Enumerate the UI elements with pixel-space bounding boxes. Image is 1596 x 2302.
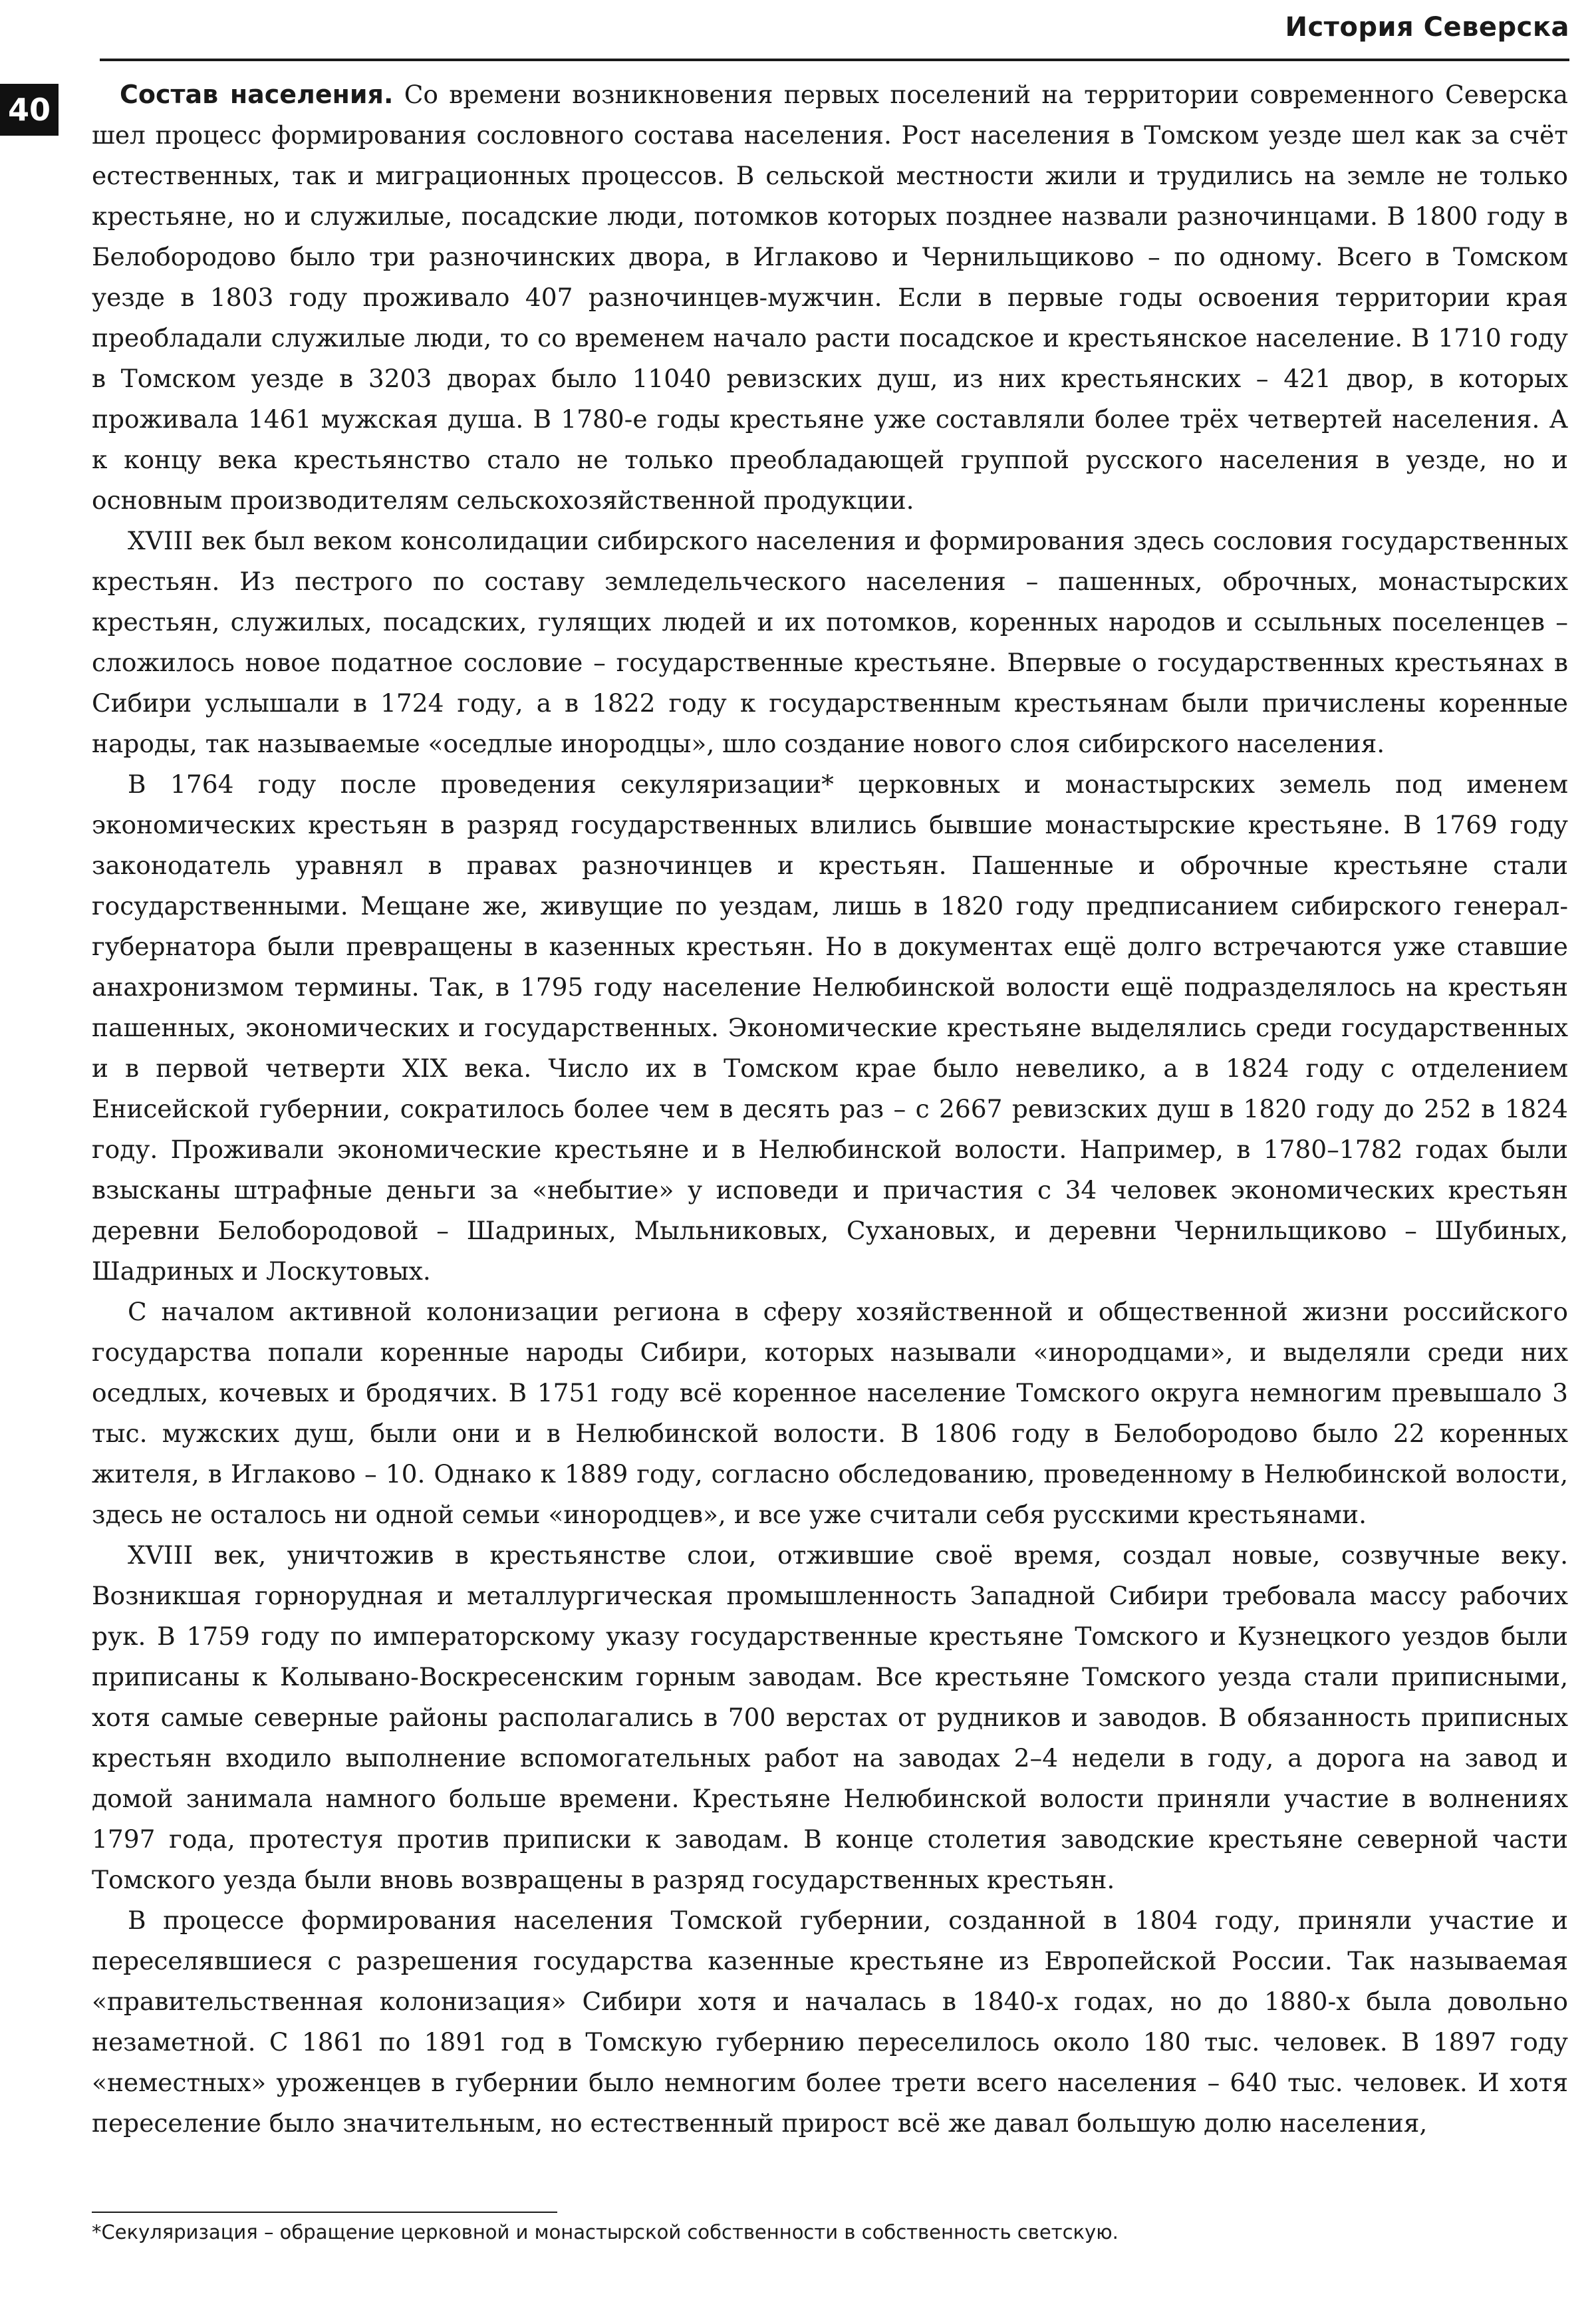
paragraph-3: В 1764 году после проведения секуляризации* церковных и монастырских земель под именем экономических крестьян в разряд государственных влились бывшие монастырские крестьяне. В 1769 году законодатель уравнял в правах разночинцев и крестьян. Пашенные и оброчные крестьяне стали государственными. Мещане же, живущие по уездам, лишь в 1820 году предписанием сибирского генерал-губернатора были превращены в казенных крестьян. Но в документах ещё долго встречаются уже ставшие анахронизмом термины. Так, в 1795 году население Нелюбинской волости ещё подразделялось на крестьян пашенных, экономических и государственных. Экономические крестьяне выделялись среди государственных и в первой четверти XIX века. Число их в Томском крае было невелико, а в 1824 году с отделением Енисейской губернии, сократилось более чем в десять раз – с 2667 ревизских душ в 1820 году до 252 в 1824 году. Проживали экономические крестьяне и в Нелюбинской волости. Например, в 1780–1782 годах были взысканы штрафные деньги за «небытие» у исповеди и причастия с 34 человек экономических крестьян деревни Белобородовой – Шадриных, Мыльниковых, Сухановых, и деревни Чернильщиково – Шубиных, Шадриных и Лоскутовых. [92, 770, 1568, 1286]
header-rule [100, 59, 1569, 61]
article-body [92, 74, 1568, 2144]
paragraph-1 [92, 74, 1568, 521]
paragraph-1-text: Со времени возникновения первых поселений на территории современного Северска шел процесс формирования сословного состава населения. Рост населения в Томском уезде шел как за счёт естественных, так и миграционных процессов. В сельской местности жили и трудились на земле не только крестьяне, но и служилые, посадские люди, потомков которых позднее назвали разночинцами. В 1800 году в Белобородово было три разночинских двора, в Иглаково и Чернильщиково – по одному. Всего в Томском уезде в 1803 году проживало 407 разночинцев-мужчин. Если в первые годы освоения территории края преобладали служилые люди, то со временем начало расти посадское и крестьянское население. В 1710 году в Томском уезде в 3203 дворах было 11040 ревизских душ, из них крестьянских – 421 двор, в которых проживала 1461 мужская душа. В 1780-е годы крестьяне уже составляли более трёх четвертей населения. А к концу века крестьянство стало не только преобладающей группой русского населения в уезде, но и основным производителям сельскохозяйственной продукции. [92, 80, 1569, 515]
page-number: 40 [0, 84, 59, 136]
paragraph-6: В процессе формирования населения Томской губернии, созданной в 1804 году, приняли участие и переселявшиеся с разрешения государства казенные крестьяне из Европейской России. Так называемая «правительственная колонизация» Сибири хотя и началась в 1840-х годах, но до 1880-х была довольно незаметной. С 1861 по 1891 год в Томскую губернию переселилось около 180 тыс. человек. В 1897 году «неместных» уроженцев в губернии было немногим более трети всего населения – 640 тыс. человек. И хотя переселение было значительным, но естественный прирост всё же давал большую долю населения, [92, 1906, 1568, 2138]
paragraph-4: С началом активной колонизации региона в сферу хозяйственной и общественной жизни российского государства попали коренные народы Сибири, которых называли «инородцами», и выделяли среди них оседлых, кочевых и бродячих. В 1751 году всё коренное население Томского округа немногим превышало 3 тыс. мужских душ, были они и в Нелюбинской волости. В 1806 году в Белобородово было 22 коренных жителя, в Иглаково – 10. Однако к 1889 году, согласно обследованию, проведенному в Нелюбинской волости, здесь не осталось ни одной семьи «инородцев», и все уже считали себя русскими крестьянами. [92, 1297, 1568, 1529]
paragraph-2: XVIII век был веком консолидации сибирского населения и формирования здесь сословия государственных крестьян. Из пестрого по составу земледельческого населения – пашенных, оброчных, монастырских крестьян, служилых, посадских, гулящих людей и их потомков, коренных народов и ссыльных поселенцев – сложилось новое податное сословие – государственные крестьяне. Впервые о государственных крестьянах в Сибири услышали в 1724 году, а в 1822 году к государственным крестьянам были причислены коренные народы, так называемые «оседлые инородцы», шло создание нового слоя сибирского населения. [92, 526, 1568, 758]
running-head: История Северска [1285, 12, 1569, 43]
footnote-rule [92, 2212, 557, 2213]
footnote: *Секуляризация – обращение церковной и монастырской собственности в собственность светскую. [92, 2221, 1119, 2243]
paragraph-5: XVIII век, уничтожив в крестьянстве слои, отжившие своё время, создал новые, созвучные веку. Возникшая горнорудная и металлургическая промышленность Западной Сибири требовала массу рабочих рук. В 1759 году по императорскому указу государственные крестьяне Томского и Кузнецкого уездов были приписаны к Колывано-Воскресенским горным заводам. Все крестьяне Томского уезда стали приписными, хотя самые северные районы располагались в 700 верстах от рудников и заводов. В обязанность приписных крестьян входило выполнение вспомогательных работ на заводах 2–4 недели в году, а дорога на завод и домой занимала намного больше времени. Крестьяне Нелюбинской волости приняли участие в волнениях 1797 года, протестуя против приписки к заводам. В конце столетия заводские крестьяне северной части Томского уезда были вновь возвращены в разряд государственных крестьян. [92, 1540, 1568, 1894]
lead-heading: Состав населения. [120, 80, 394, 109]
